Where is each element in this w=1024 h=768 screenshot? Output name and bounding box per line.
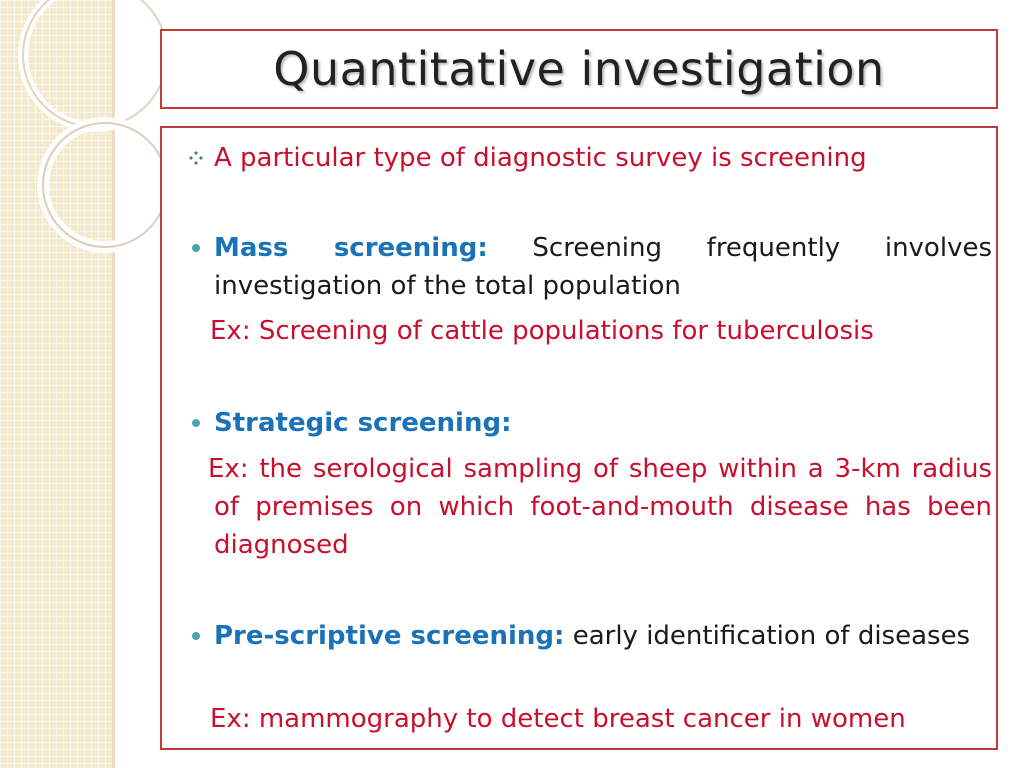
slide-title: Quantitative investigation [273,42,885,96]
dot-bullet-icon [192,419,200,427]
prescriptive-screening-example: Ex: mammography to detect breast cancer in women [210,704,906,734]
intro-text: A particular type of diagnostic survey is screening [214,143,867,173]
strategic-screening-example: Ex: the serological sampling of sheep within a 3-km radius of premises on which foot-and-mouth disease has been diagnosed [208,454,992,560]
strategic-screening-item [214,404,992,442]
title-box [160,29,998,109]
prescriptive-screening-text: early identification of diseases [572,621,971,651]
dot-bullet-icon [192,244,200,252]
prescriptive-screening-item [214,617,992,655]
intro-item [214,139,992,177]
mass-screening-example: Ex: Screening of cattle populations for tuberculosis [210,316,874,346]
mass-screening-text: Screening frequently involves investigation of the total population [214,233,992,301]
mass-screening-item [214,229,992,305]
content-box [160,126,998,750]
dot-bullet-icon [192,632,200,640]
mass-screening-heading: Mass screening: [214,233,488,263]
prescriptive-screening-heading: Pre-scriptive screening: [214,621,565,651]
strategic-screening-heading: Strategic screening: [214,408,512,438]
four-diamond-bullet-icon [186,139,206,177]
